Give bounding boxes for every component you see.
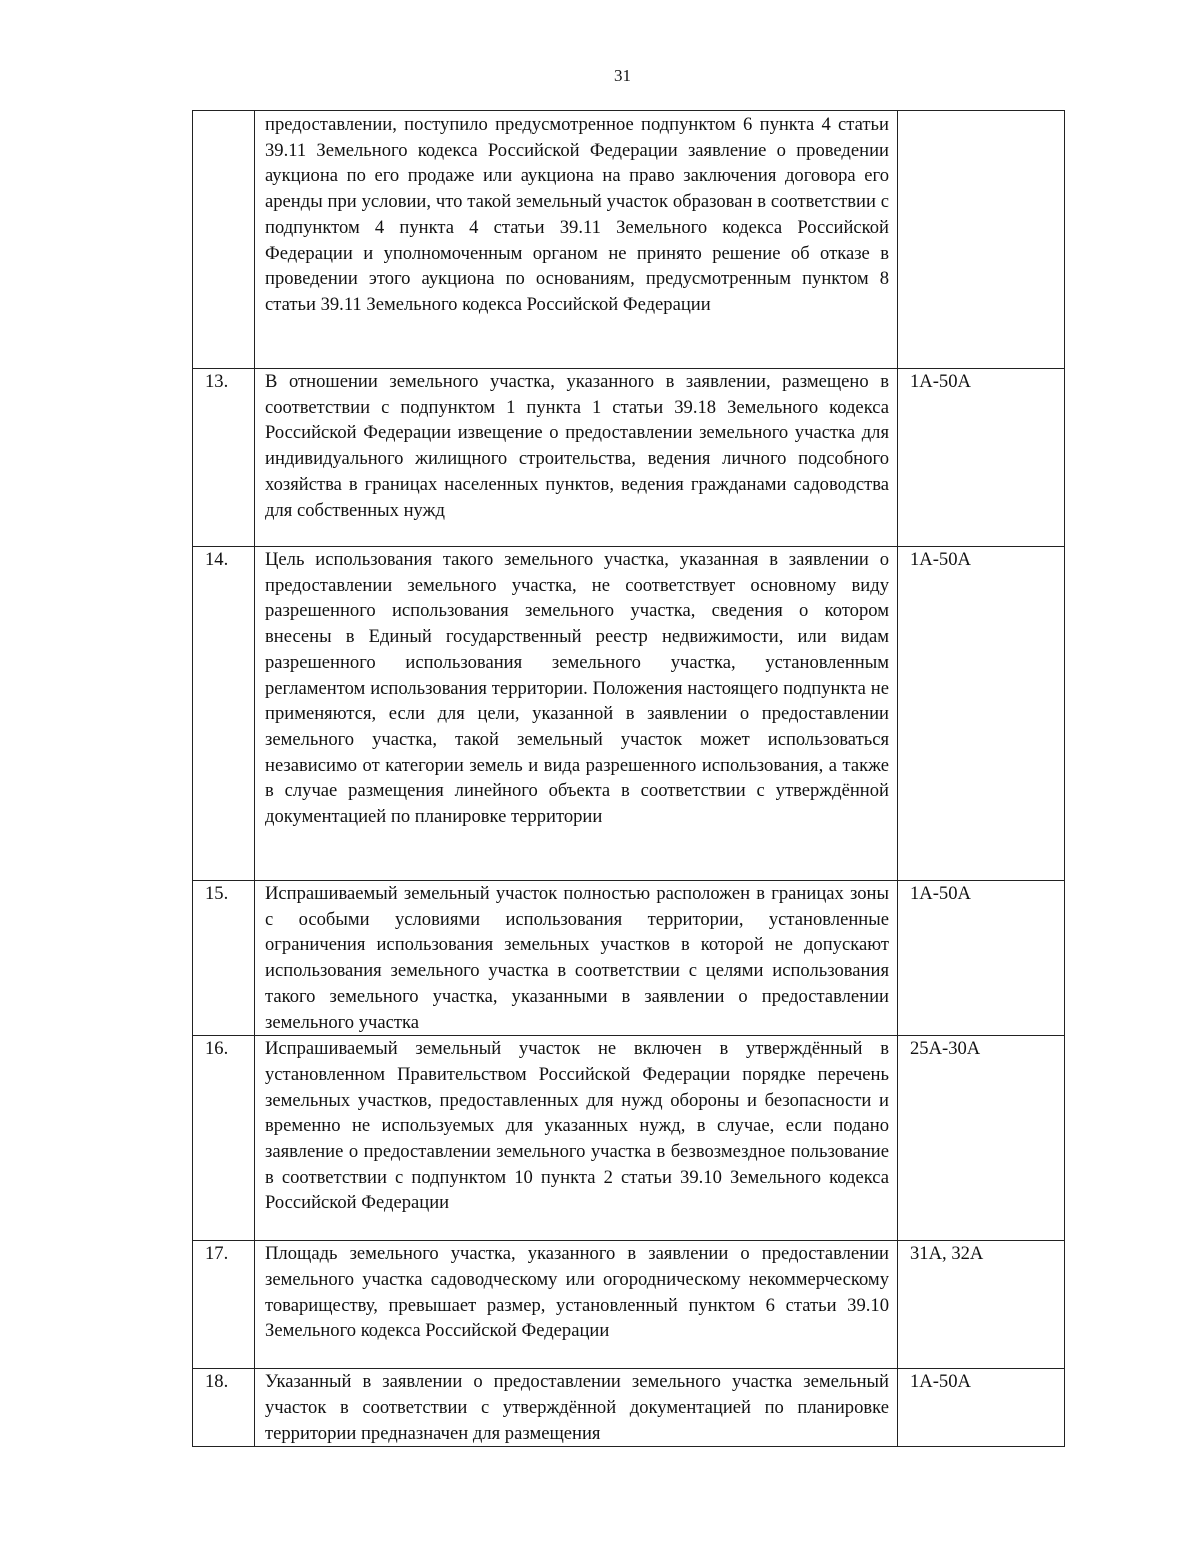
row-code: 31А, 32А	[898, 1241, 1065, 1369]
grounds-table	[192, 110, 1065, 1447]
table-row	[193, 1369, 1065, 1447]
table-row	[193, 1036, 1065, 1241]
row-number: 16.	[193, 1036, 255, 1241]
row-number: 14.	[193, 547, 255, 881]
row-text: Площадь земельного участка, указанного в заявлении о предоставлении земельного участка садоводческому или огородническому некоммерческому товариществу, превышает размер, установленный пунктом 6 статьи 39.10 Земельного кодекса Российской Федерации	[255, 1241, 898, 1369]
row-text: Испрашиваемый земельный участок полностью расположен в границах зоны с особыми условиями использования территории, установленные ограничения использования земельных участков в которой не допускают использования земельного участка в соответствии с целями использования такого земельного участка, указанными в заявлении о предоставлении земельного участка	[255, 881, 898, 1036]
row-text: Указанный в заявлении о предоставлении земельного участка земельный участок в соответствии с утверждённой документацией по планировке территории предназначен для размещения	[255, 1369, 898, 1447]
table-row	[193, 1241, 1065, 1369]
table-row	[193, 369, 1065, 547]
row-number: 15.	[193, 881, 255, 1036]
row-number	[193, 111, 255, 369]
row-code: 1А-50А	[898, 547, 1065, 881]
row-number: 18.	[193, 1369, 255, 1447]
page-number: 31	[614, 66, 631, 85]
row-code: 25А-30А	[898, 1036, 1065, 1241]
row-number: 13.	[193, 369, 255, 547]
table-row	[193, 881, 1065, 1036]
row-code	[898, 111, 1065, 369]
row-code: 1А-50А	[898, 881, 1065, 1036]
table-row	[193, 547, 1065, 881]
row-text: Цель использования такого земельного участка, указанная в заявлении о предоставлении земельного участка, не соответствует основному виду разрешенного использования земельного участка, сведения о котором внесены в Единый государственный реестр недвижимости, или видам разрешенного использования земельного участка, установленным регламентом использования территории. Положения настоящего подпункта не применяются, если для цели, указанной в заявлении о предоставлении земельного участка, такой земельный участок может использоваться независимо от категории земель и вида разрешенного использования, а также в случае размещения линейного объекта в соответствии с утверждённой документацией по планировке территории	[255, 547, 898, 881]
table-row	[193, 111, 1065, 369]
row-text: предоставлении, поступило предусмотренное подпунктом 6 пункта 4 статьи 39.11 Земельного кодекса Российской Федерации заявление о проведении аукциона по его продаже или аукциона на право заключения договора его аренды при условии, что такой земельный участок образован в соответствии с подпунктом 4 пункта 4 статьи 39.11 Земельного кодекса Российской Федерации и уполномоченным органом не принято решение об отказе в проведении этого аукциона по основаниям, предусмотренным пунктом 8 статьи 39.11 Земельного кодекса Российской Федерации	[255, 111, 898, 369]
row-text: В отношении земельного участка, указанного в заявлении, размещено в соответствии с подпунктом 1 пункта 1 статьи 39.18 Земельного кодекса Российской Федерации извещение о предоставлении земельного участка для индивидуального жилищного строительства, ведения личного подсобного хозяйства в границах населенных пунктов, ведения гражданами садоводства для собственных нужд	[255, 369, 898, 547]
row-code: 1А-50А	[898, 369, 1065, 547]
row-text: Испрашиваемый земельный участок не включен в утверждённый в установленном Правительством Российской Федерации порядке перечень земельных участков, предоставленных для нужд обороны и безопасности и временно не используемых для указанных нужд, в случае, если подано заявление о предоставлении земельного участка в безвозмездное пользование в соответствии с подпунктом 10 пункта 2 статьи 39.10 Земельного кодекса Российской Федерации	[255, 1036, 898, 1241]
row-code: 1А-50А	[898, 1369, 1065, 1447]
row-number: 17.	[193, 1241, 255, 1369]
